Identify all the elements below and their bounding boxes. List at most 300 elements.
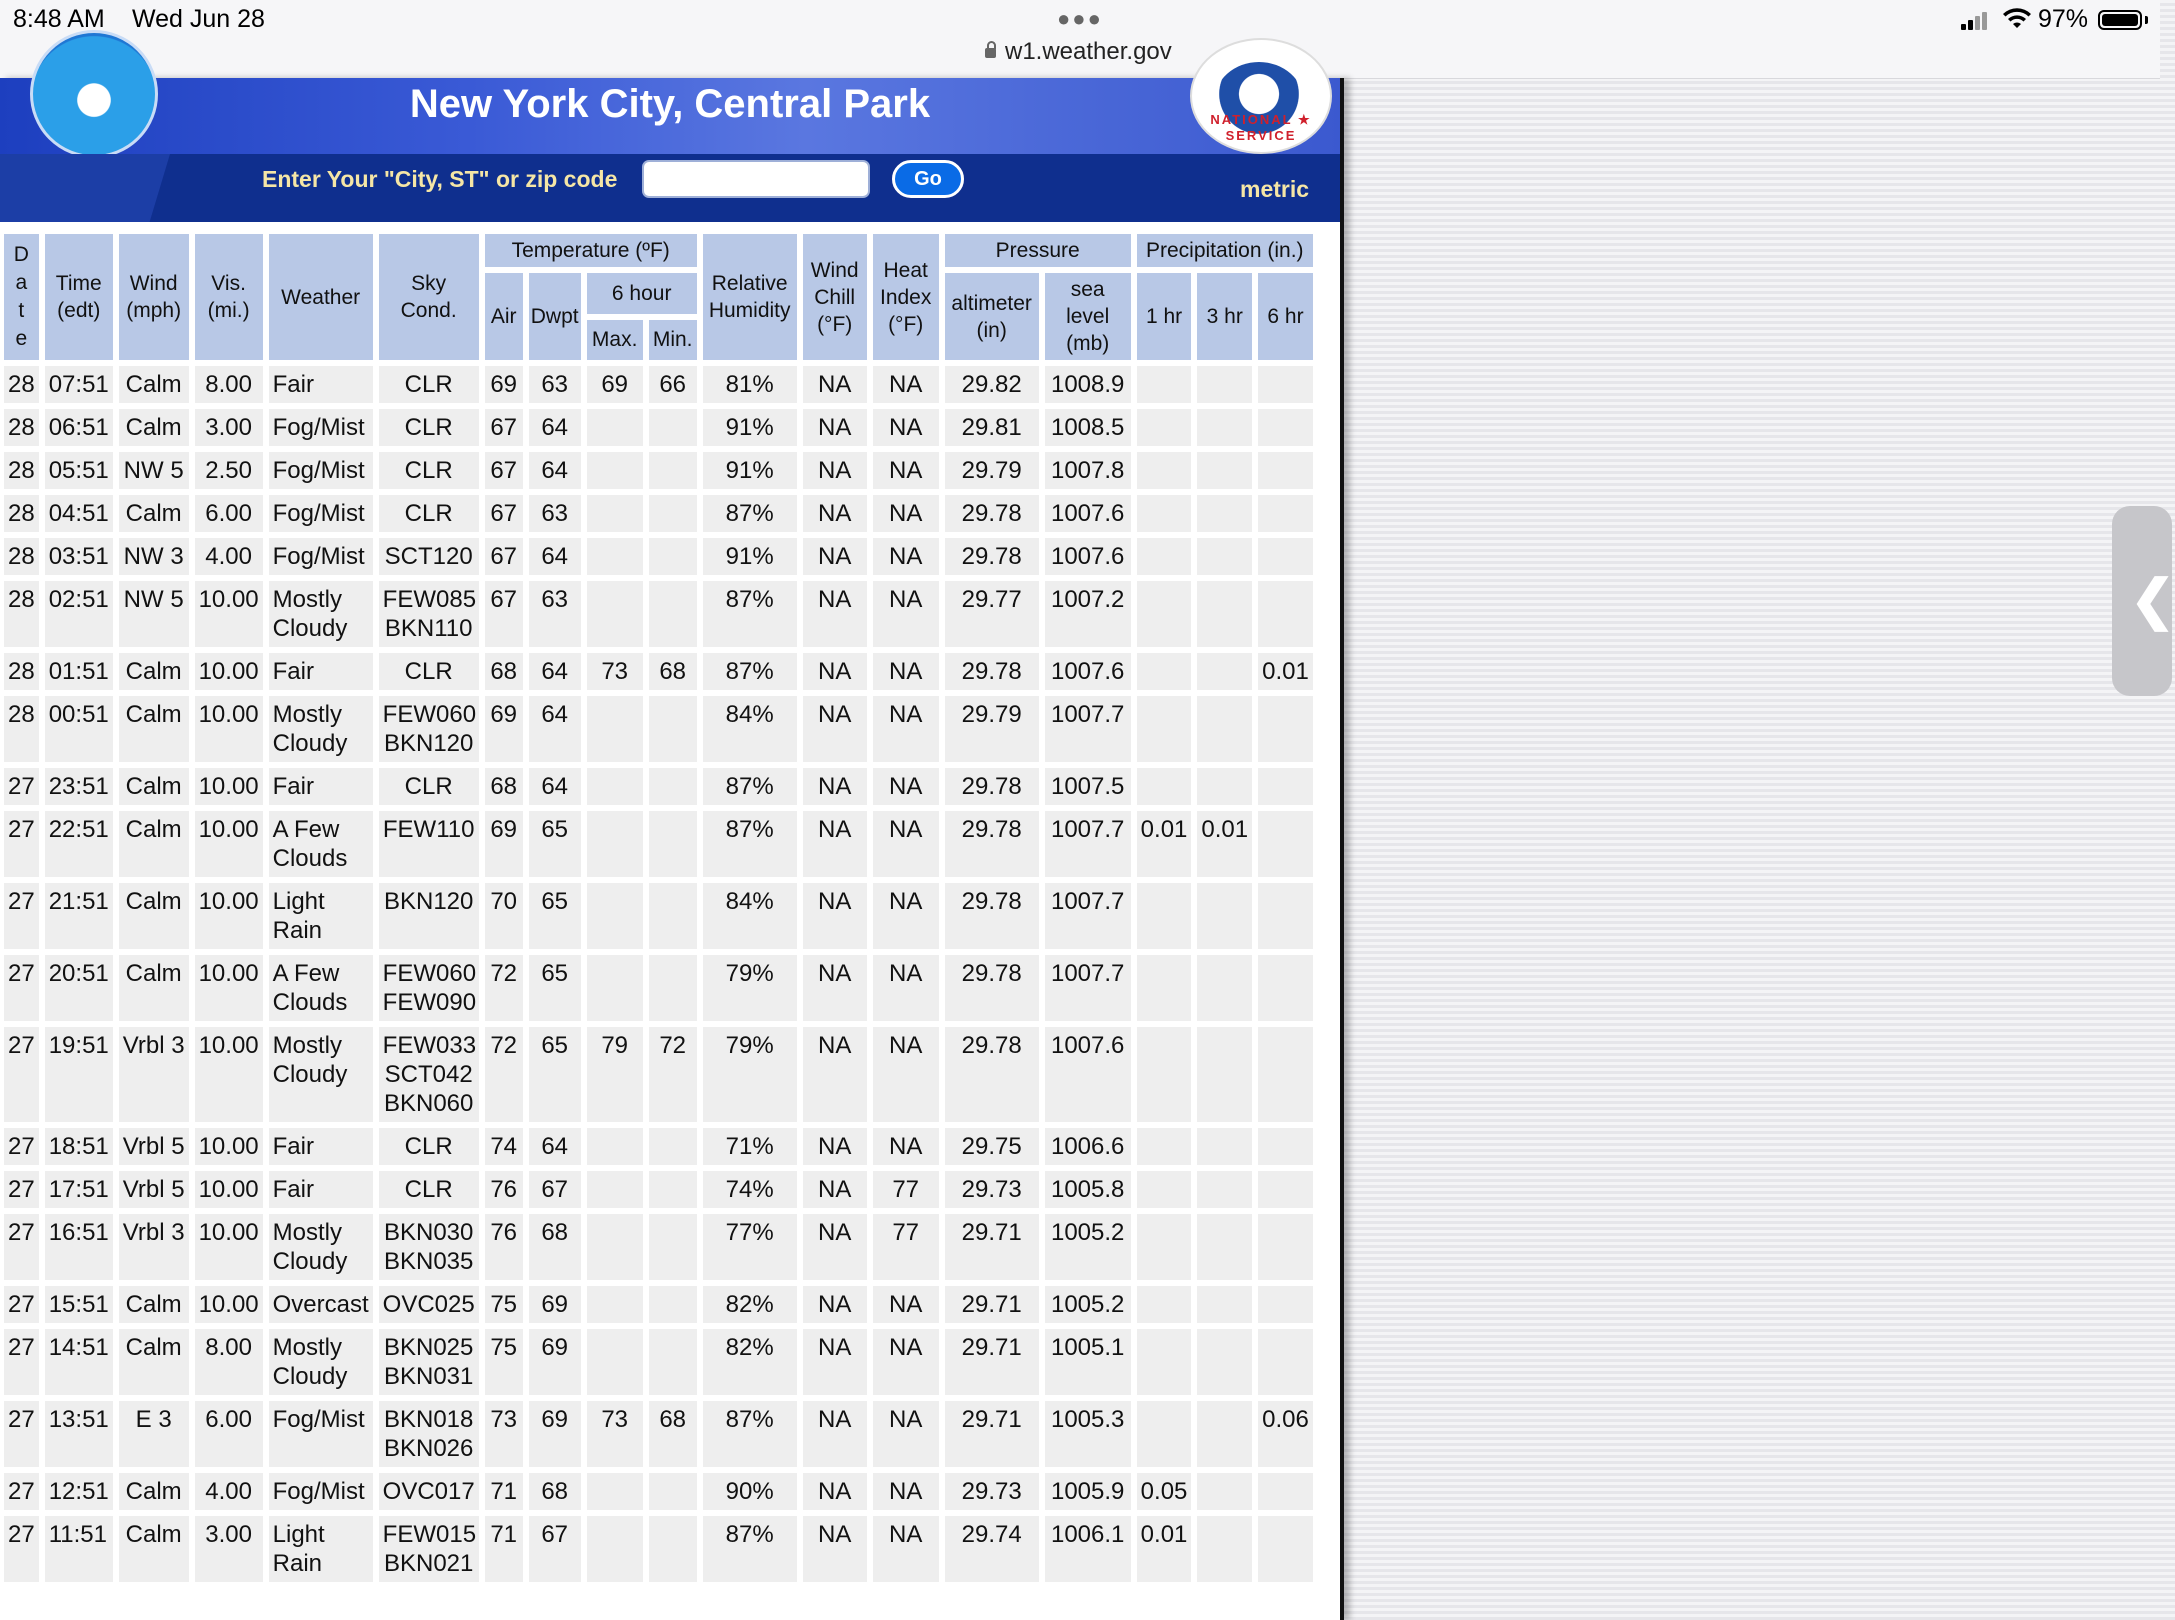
cell-altimeter: 29.78 [945, 495, 1039, 532]
cell-dwpt: 64 [529, 409, 581, 446]
cell-precip-1hr [1137, 409, 1192, 446]
cell-sky: CLR [379, 452, 479, 489]
cell-precip-1hr [1137, 1128, 1192, 1165]
cell-time: 16:51 [45, 1214, 113, 1280]
cell-altimeter: 29.78 [945, 768, 1039, 805]
cell-min [649, 1128, 697, 1165]
observations-body [4, 366, 1313, 1582]
cell-min [649, 581, 697, 647]
cell-max [587, 409, 643, 446]
cell-air: 67 [485, 538, 523, 575]
cell-precip-1hr [1137, 883, 1192, 949]
cell-dwpt: 69 [529, 1401, 581, 1467]
cell-sky: CLR [379, 1171, 479, 1208]
go-button[interactable]: Go [892, 160, 964, 198]
header-vis: Vis. (mi.) [195, 234, 263, 360]
cell-sea-level: 1007.7 [1045, 883, 1131, 949]
cell-sea-level: 1007.5 [1045, 768, 1131, 805]
cell-air: 67 [485, 452, 523, 489]
cell-sea-level: 1007.7 [1045, 955, 1131, 1021]
cell-sky: SCT120 [379, 538, 479, 575]
cell-vis: 10.00 [195, 768, 263, 805]
table-row [4, 811, 1313, 877]
cell-weather: Mostly Cloudy [269, 1027, 373, 1122]
cell-air: 70 [485, 883, 523, 949]
cell-altimeter: 29.81 [945, 409, 1039, 446]
table-row [4, 366, 1313, 403]
cell-sea-level: 1007.8 [1045, 452, 1131, 489]
cell-date: 28 [4, 452, 39, 489]
metric-link[interactable]: metric [1240, 176, 1310, 202]
cell-sky: FEW060 BKN120 [379, 696, 479, 762]
cell-weather: Fair [269, 653, 373, 690]
cell-precip-6hr [1258, 811, 1313, 877]
cell-wind: E 3 [119, 1401, 189, 1467]
table-row [4, 1401, 1313, 1467]
cell-time: 18:51 [45, 1128, 113, 1165]
cell-weather: A Few Clouds [269, 811, 373, 877]
cell-heat-index: NA [873, 1027, 939, 1122]
address-bar[interactable] [985, 38, 1172, 66]
cell-rh: 91% [703, 409, 797, 446]
cell-dwpt: 65 [529, 883, 581, 949]
chevron-left-icon: ❮ [2130, 570, 2175, 630]
header-precipitation: Precipitation (in.) [1137, 234, 1313, 267]
cell-rh: 77% [703, 1214, 797, 1280]
cell-air: 75 [485, 1329, 523, 1395]
table-row [4, 653, 1313, 690]
cell-sea-level: 1007.6 [1045, 495, 1131, 532]
cell-wind: Calm [119, 653, 189, 690]
cell-precip-1hr [1137, 581, 1192, 647]
cell-min [649, 409, 697, 446]
cell-vis: 10.00 [195, 811, 263, 877]
cell-sky: FEW110 [379, 811, 479, 877]
cell-air: 72 [485, 955, 523, 1021]
cell-precip-3hr [1197, 452, 1252, 489]
cell-date: 27 [4, 1516, 39, 1582]
cell-min [649, 495, 697, 532]
cell-dwpt: 67 [529, 1171, 581, 1208]
cell-precip-3hr [1197, 653, 1252, 690]
cell-wind-chill: NA [803, 653, 867, 690]
cell-time: 22:51 [45, 811, 113, 877]
cell-precip-3hr [1197, 409, 1252, 446]
cell-precip-1hr [1137, 538, 1192, 575]
cell-weather: Light Rain [269, 883, 373, 949]
header-altimeter: altimeter (in) [945, 273, 1039, 360]
cell-altimeter: 29.79 [945, 696, 1039, 762]
cell-rh: 71% [703, 1128, 797, 1165]
cell-rh: 81% [703, 366, 797, 403]
cell-date: 27 [4, 1027, 39, 1122]
cell-time: 03:51 [45, 538, 113, 575]
cell-vis: 10.00 [195, 955, 263, 1021]
cell-precip-6hr [1258, 1516, 1313, 1582]
nws-logo[interactable]: NATIONAL ★ SERVICE [1190, 38, 1332, 154]
cellular-signal-icon [1961, 12, 1989, 30]
cell-precip-6hr [1258, 409, 1313, 446]
status-date: Wed Jun 28 [132, 5, 265, 33]
cell-time: 21:51 [45, 883, 113, 949]
cell-precip-3hr [1197, 955, 1252, 1021]
table-row [4, 1473, 1313, 1510]
cell-wind-chill: NA [803, 811, 867, 877]
cell-min: 66 [649, 366, 697, 403]
cell-date: 27 [4, 1329, 39, 1395]
cell-max [587, 955, 643, 1021]
cell-air: 69 [485, 696, 523, 762]
cell-weather: Fair [269, 366, 373, 403]
cell-altimeter: 29.78 [945, 811, 1039, 877]
cell-wind-chill: NA [803, 955, 867, 1021]
cell-time: 05:51 [45, 452, 113, 489]
cell-wind-chill: NA [803, 1171, 867, 1208]
cell-date: 28 [4, 366, 39, 403]
cell-rh: 87% [703, 1516, 797, 1582]
cell-rh: 87% [703, 768, 797, 805]
cell-precip-6hr [1258, 366, 1313, 403]
cell-weather: Light Rain [269, 1516, 373, 1582]
cell-sea-level: 1007.6 [1045, 538, 1131, 575]
cell-weather: Fog/Mist [269, 1473, 373, 1510]
cell-time: 19:51 [45, 1027, 113, 1122]
cell-dwpt: 64 [529, 696, 581, 762]
status-bar [0, 0, 2160, 79]
cell-min: 72 [649, 1027, 697, 1122]
cell-precip-6hr: 0.01 [1258, 653, 1313, 690]
cell-dwpt: 64 [529, 768, 581, 805]
cell-wind-chill: NA [803, 1027, 867, 1122]
cell-precip-3hr [1197, 768, 1252, 805]
cell-air: 75 [485, 1286, 523, 1323]
cell-precip-1hr [1137, 1027, 1192, 1122]
cell-sea-level: 1005.2 [1045, 1214, 1131, 1280]
cell-wind: Calm [119, 409, 189, 446]
cell-time: 17:51 [45, 1171, 113, 1208]
cell-sea-level: 1005.3 [1045, 1401, 1131, 1467]
cell-precip-1hr [1137, 366, 1192, 403]
table-row [4, 768, 1313, 805]
header-precip-3hr: 3 hr [1197, 273, 1252, 360]
cell-precip-6hr [1258, 696, 1313, 762]
cell-sky: FEW015 BKN021 [379, 1516, 479, 1582]
cell-precip-3hr [1197, 883, 1252, 949]
cell-rh: 90% [703, 1473, 797, 1510]
cell-heat-index: NA [873, 955, 939, 1021]
cell-heat-index: NA [873, 452, 939, 489]
cell-precip-6hr [1258, 1473, 1313, 1510]
cell-wind-chill: NA [803, 768, 867, 805]
cell-wind-chill: NA [803, 1473, 867, 1510]
header-wind-chill: Wind Chill (°F) [803, 234, 867, 360]
cell-max [587, 581, 643, 647]
cell-sea-level: 1007.7 [1045, 696, 1131, 762]
cell-sea-level: 1007.7 [1045, 811, 1131, 877]
header-sky: Sky Cond. [379, 234, 479, 360]
header-max: Max. [587, 320, 643, 361]
cell-time: 13:51 [45, 1401, 113, 1467]
header-date: D a t e [4, 234, 39, 360]
cell-weather: Overcast [269, 1286, 373, 1323]
cell-altimeter: 29.71 [945, 1214, 1039, 1280]
cell-dwpt: 64 [529, 653, 581, 690]
cell-wind: NW 5 [119, 581, 189, 647]
cell-vis: 10.00 [195, 1171, 263, 1208]
cell-sea-level: 1005.8 [1045, 1171, 1131, 1208]
cell-precip-1hr [1137, 768, 1192, 805]
cell-precip-3hr [1197, 366, 1252, 403]
cell-precip-6hr [1258, 1286, 1313, 1323]
cell-max [587, 811, 643, 877]
cell-min [649, 538, 697, 575]
cell-min [649, 1329, 697, 1395]
cell-rh: 87% [703, 811, 797, 877]
table-row [4, 1171, 1313, 1208]
cell-heat-index: NA [873, 696, 939, 762]
cell-sky: OVC025 [379, 1286, 479, 1323]
cell-time: 15:51 [45, 1286, 113, 1323]
cell-max [587, 883, 643, 949]
cell-vis: 4.00 [195, 538, 263, 575]
cell-wind-chill: NA [803, 883, 867, 949]
cell-precip-6hr [1258, 581, 1313, 647]
cell-precip-1hr [1137, 1171, 1192, 1208]
cell-sky: OVC017 [379, 1473, 479, 1510]
cell-vis: 10.00 [195, 1128, 263, 1165]
cell-dwpt: 64 [529, 452, 581, 489]
cell-heat-index: NA [873, 768, 939, 805]
cell-time: 12:51 [45, 1473, 113, 1510]
cell-precip-3hr [1197, 495, 1252, 532]
cell-precip-3hr [1197, 1214, 1252, 1280]
header-heat-index: Heat Index (°F) [873, 234, 939, 360]
cell-vis: 8.00 [195, 366, 263, 403]
cell-heat-index: NA [873, 1128, 939, 1165]
cell-altimeter: 29.71 [945, 1401, 1039, 1467]
cell-dwpt: 68 [529, 1214, 581, 1280]
cell-wind: Vrbl 3 [119, 1027, 189, 1122]
cell-min [649, 1286, 697, 1323]
cell-date: 27 [4, 1286, 39, 1323]
cell-date: 27 [4, 1473, 39, 1510]
cell-vis: 3.00 [195, 409, 263, 446]
cell-time: 07:51 [45, 366, 113, 403]
table-row [4, 883, 1313, 949]
cell-rh: 82% [703, 1286, 797, 1323]
cell-max: 73 [587, 1401, 643, 1467]
cell-wind-chill: NA [803, 581, 867, 647]
cell-date: 27 [4, 1401, 39, 1467]
header-precip-6hr: 6 hr [1258, 273, 1313, 360]
cell-dwpt: 67 [529, 1516, 581, 1582]
cell-wind-chill: NA [803, 452, 867, 489]
cell-sky: CLR [379, 409, 479, 446]
cell-time: 04:51 [45, 495, 113, 532]
more-dots-icon[interactable]: ●●● [1057, 6, 1103, 31]
cell-heat-index: NA [873, 1329, 939, 1395]
search-label: Enter Your "City, ST" or zip code [262, 166, 618, 192]
cell-air: 73 [485, 1401, 523, 1467]
cell-weather: Mostly Cloudy [269, 1329, 373, 1395]
cell-air: 68 [485, 653, 523, 690]
cell-rh: 87% [703, 581, 797, 647]
cell-air: 76 [485, 1214, 523, 1280]
cell-precip-1hr [1137, 1214, 1192, 1280]
cell-wind-chill: NA [803, 1214, 867, 1280]
cell-wind-chill: NA [803, 495, 867, 532]
cell-max: 69 [587, 366, 643, 403]
cell-vis: 3.00 [195, 1516, 263, 1582]
cell-min: 68 [649, 653, 697, 690]
header-wind: Wind (mph) [119, 234, 189, 360]
cell-date: 28 [4, 495, 39, 532]
header-weather: Weather [269, 234, 373, 360]
cell-vis: 2.50 [195, 452, 263, 489]
cell-date: 27 [4, 768, 39, 805]
cell-air: 71 [485, 1516, 523, 1582]
cell-sea-level: 1008.5 [1045, 409, 1131, 446]
cell-precip-3hr: 0.01 [1197, 811, 1252, 877]
cell-sea-level: 1006.6 [1045, 1128, 1131, 1165]
table-row [4, 1329, 1313, 1395]
cell-precip-6hr [1258, 452, 1313, 489]
cell-weather: Fair [269, 1171, 373, 1208]
page-title: New York City, Central Park [409, 82, 931, 126]
cell-sky: CLR [379, 768, 479, 805]
cell-rh: 87% [703, 653, 797, 690]
cell-min [649, 696, 697, 762]
cell-wind: Calm [119, 768, 189, 805]
cell-time: 06:51 [45, 409, 113, 446]
cell-weather: Mostly Cloudy [269, 1214, 373, 1280]
cell-heat-index: NA [873, 538, 939, 575]
cell-date: 27 [4, 1171, 39, 1208]
cell-weather: Mostly Cloudy [269, 696, 373, 762]
cell-precip-6hr [1258, 1214, 1313, 1280]
cell-max [587, 1214, 643, 1280]
cell-wind-chill: NA [803, 1516, 867, 1582]
cell-rh: 74% [703, 1171, 797, 1208]
cell-min [649, 811, 697, 877]
cell-air: 76 [485, 1171, 523, 1208]
cell-rh: 91% [703, 538, 797, 575]
header-sea-level: sea level (mb) [1045, 273, 1131, 360]
cell-date: 27 [4, 1128, 39, 1165]
cell-rh: 87% [703, 495, 797, 532]
cell-dwpt: 65 [529, 1027, 581, 1122]
search-bar [0, 154, 1340, 222]
cell-air: 69 [485, 366, 523, 403]
cell-precip-3hr [1197, 538, 1252, 575]
cell-date: 28 [4, 538, 39, 575]
cell-precip-1hr [1137, 955, 1192, 1021]
table-row [4, 1128, 1313, 1165]
cell-precip-6hr [1258, 495, 1313, 532]
cell-altimeter: 29.77 [945, 581, 1039, 647]
table-row [4, 495, 1313, 532]
cell-min [649, 955, 697, 1021]
cell-sea-level: 1007.6 [1045, 653, 1131, 690]
cell-date: 28 [4, 696, 39, 762]
header-pressure: Pressure [945, 234, 1131, 267]
cell-max [587, 696, 643, 762]
table-row [4, 452, 1313, 489]
cell-wind: Calm [119, 811, 189, 877]
cell-air: 68 [485, 768, 523, 805]
cell-wind-chill: NA [803, 696, 867, 762]
cell-precip-6hr [1258, 1171, 1313, 1208]
cell-dwpt: 63 [529, 581, 581, 647]
cell-dwpt: 64 [529, 538, 581, 575]
cell-rh: 87% [703, 1401, 797, 1467]
cell-weather: Fair [269, 1128, 373, 1165]
cell-sea-level: 1005.9 [1045, 1473, 1131, 1510]
sidebar-handle[interactable] [2112, 506, 2175, 696]
cell-sea-level: 1006.1 [1045, 1516, 1131, 1582]
table-row [4, 696, 1313, 762]
table-row [4, 1286, 1313, 1323]
header-time: Time (edt) [45, 234, 113, 360]
cell-time: 14:51 [45, 1329, 113, 1395]
status-time: 8:48 AM [13, 5, 105, 33]
location-search-input[interactable] [642, 160, 870, 198]
cell-sky: CLR [379, 1128, 479, 1165]
cell-wind: Calm [119, 955, 189, 1021]
cell-heat-index: NA [873, 1473, 939, 1510]
cell-precip-1hr: 0.05 [1137, 1473, 1192, 1510]
cell-precip-6hr: 0.06 [1258, 1401, 1313, 1467]
cell-wind: Calm [119, 1516, 189, 1582]
cell-min [649, 1473, 697, 1510]
cell-wind: Calm [119, 1473, 189, 1510]
cell-altimeter: 29.78 [945, 955, 1039, 1021]
cell-heat-index: NA [873, 581, 939, 647]
cell-vis: 6.00 [195, 1401, 263, 1467]
cell-heat-index: NA [873, 1401, 939, 1467]
cell-precip-3hr [1197, 1473, 1252, 1510]
cell-wind: Calm [119, 696, 189, 762]
cell-weather: Fog/Mist [269, 495, 373, 532]
table-row [4, 955, 1313, 1021]
cell-min [649, 1171, 697, 1208]
cell-min [649, 883, 697, 949]
cell-altimeter: 29.74 [945, 1516, 1039, 1582]
table-row [4, 1516, 1313, 1582]
cell-time: 23:51 [45, 768, 113, 805]
cell-date: 27 [4, 811, 39, 877]
header-banner [0, 78, 1340, 154]
cell-date: 27 [4, 883, 39, 949]
cell-altimeter: 29.71 [945, 1329, 1039, 1395]
cell-wind-chill: NA [803, 1128, 867, 1165]
cell-vis: 10.00 [195, 883, 263, 949]
table-row [4, 581, 1313, 647]
cell-vis: 4.00 [195, 1473, 263, 1510]
cell-sky: FEW033 SCT042 BKN060 [379, 1027, 479, 1122]
cell-dwpt: 64 [529, 1128, 581, 1165]
cell-max [587, 538, 643, 575]
cell-max [587, 452, 643, 489]
cell-weather: Fog/Mist [269, 1401, 373, 1467]
cell-weather: Fog/Mist [269, 409, 373, 446]
cell-wind: Vrbl 3 [119, 1214, 189, 1280]
cell-min: 68 [649, 1401, 697, 1467]
cell-altimeter: 29.71 [945, 1286, 1039, 1323]
cell-precip-1hr [1137, 696, 1192, 762]
cell-max [587, 768, 643, 805]
header-air: Air [485, 273, 523, 360]
